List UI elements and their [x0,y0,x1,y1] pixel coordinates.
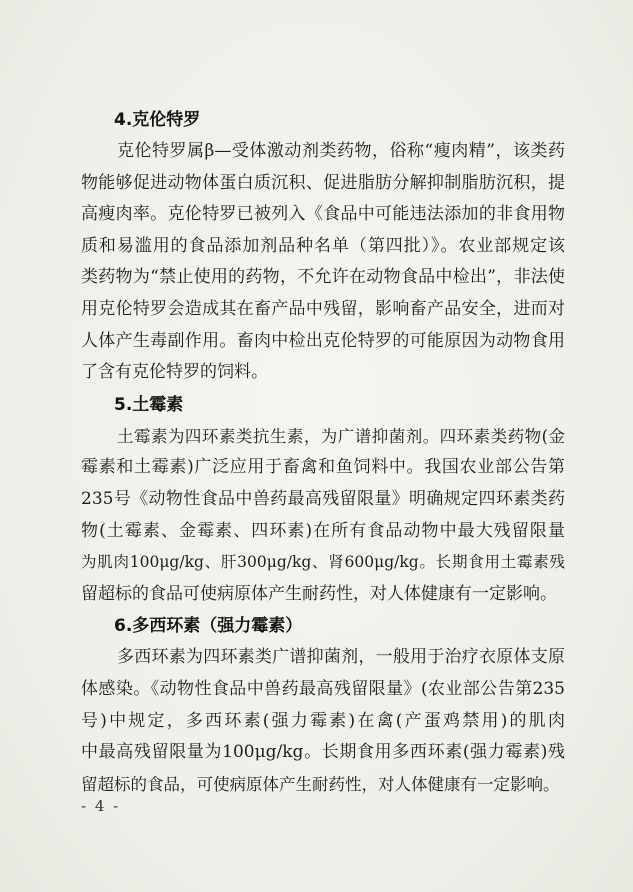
section-paragraph-doxycycline [81,642,565,800]
paragraph-line: 克伦特罗属β—受体激动剂类药物，俗称“瘦肉精”，该类药 [117,141,565,161]
paragraph-line: 体感染。《动物性食品中兽药最高残留限量》(农业部公告第235 [81,678,565,699]
paragraph-line: 号)中规定，多西环素(强力霉素)在禽(产蛋鸡禁用)的肌肉 [81,710,565,731]
paragraph-line: 物能够促进动物体蛋白质沉积、促进脂肪分解抑制脂肪沉积，提 [81,172,565,193]
section-paragraph-oxytetracycline [81,421,565,611]
section-heading-doxycycline: 6.多西环素（强力霉素） [114,616,303,637]
paragraph-line: 留超标的食品可使病原体产生耐药性，对人体健康有一定影响。 [81,583,557,604]
paragraph-line: 用克伦特罗会造成其在畜产品中残留，影响畜产品安全，进而对 [81,298,565,319]
paragraph-line: 多西环素为四环素类广谱抑菌剂，一般用于治疗衣原体支原 [117,647,565,668]
paragraph-line: 中最高残留限量为100μg/kg。长期食用多西环素(强力霉素)残 [81,742,565,763]
section-heading-clenbuterol: 4.克伦特罗 [114,110,201,130]
paragraph-line: 为肌肉100μg/kg、肝300μg/kg、肾600μg/kg。长期食用土霉素残 [81,553,565,572]
paragraph-line: 235号《动物性食品中兽药最高残留限量》明确规定四环素类药 [81,488,565,509]
paragraph-line: 高瘦肉率。克伦特罗已被列入《食品中可能违法添加的非食用物 [81,204,565,225]
section-paragraph-clenbuterol [81,136,565,389]
paragraph-line: 人体产生毒副作用。畜肉中检出克伦特罗的可能原因为动物食用 [81,330,565,351]
section-heading-oxytetracycline: 5.土霉素 [114,394,184,415]
paragraph-line: 土霉素为四环素类抗生素，为广谱抑菌剂。四环素类药物(金 [117,426,565,446]
paragraph-line: 类药物为“禁止使用的药物，不允许在动物食品中检出”，非法使 [81,267,565,288]
paragraph-line: 霉素和土霉素)广泛应用于畜禽和鱼饲料中。我国农业部公告第 [81,457,565,478]
paragraph-line: 留超标的食品，可使病原体产生耐药性，对人体健康有一定影响。 [81,774,560,794]
paragraph-line: 质和易滥用的食品添加剂品种名单（第四批）》。农业部规定该 [81,235,565,256]
paragraph-line: 物(土霉素、金霉素、四环素)在所有食品动物中最大残留限量 [81,520,565,541]
page-number: - 4 - [81,797,121,815]
paragraph-line: 了含有克伦特罗的饲料。 [81,362,268,383]
document-body [81,104,565,800]
